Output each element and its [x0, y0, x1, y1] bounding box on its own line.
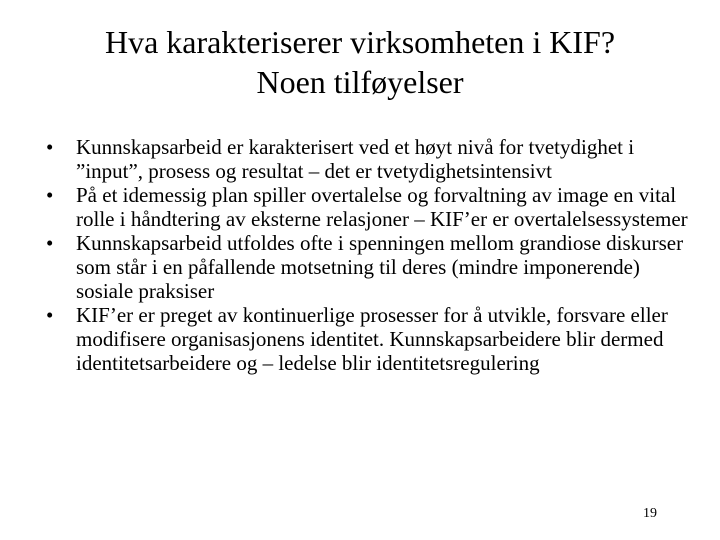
bullet-text-1: Kunnskapsarbeid er karakterisert ved et høyt nivå for tvetydighet i ”input”, prosess og resultat – det er tvetydighetsintensivt — [76, 135, 635, 183]
page-number: 19 — [643, 506, 657, 521]
bullet-item-4 — [46, 303, 696, 375]
slide-title-line-2: Noen tilføyelser — [256, 64, 464, 100]
bullet-text-4: KIF’er er preget av kontinuerlige prosesser for å utvikle, forsvare eller modifisere organisasjonens identitet. Kunnskapsarbeidere blir dermed identitetsarbeidere og – ledelse blir identitetsregulering — [76, 303, 668, 375]
bullet-item-2 — [46, 183, 696, 231]
bullet-item-3 — [46, 231, 696, 303]
bullet-list — [46, 135, 696, 375]
slide-title — [40, 22, 680, 102]
bullet-marker: • — [46, 183, 54, 207]
bullet-text-2: På et idemessig plan spiller overtalelse og forvaltning av image en vital rolle i håndtering av eksterne relasjoner – KIF’er er overtalelsessystemer — [76, 183, 688, 231]
bullet-text-3: Kunnskapsarbeid utfoldes ofte i spenningen mellom grandiose diskurser som står i en påfallende motsetning til deres (mindre imponerende) sosiale praksiser — [76, 231, 684, 303]
bullet-marker: • — [46, 231, 54, 255]
bullet-marker: • — [46, 135, 54, 159]
bullet-item-1 — [46, 135, 696, 183]
slide-title-line-1: Hva karakteriserer virksomheten i KIF? — [104, 24, 616, 60]
bullet-marker: • — [46, 303, 54, 327]
